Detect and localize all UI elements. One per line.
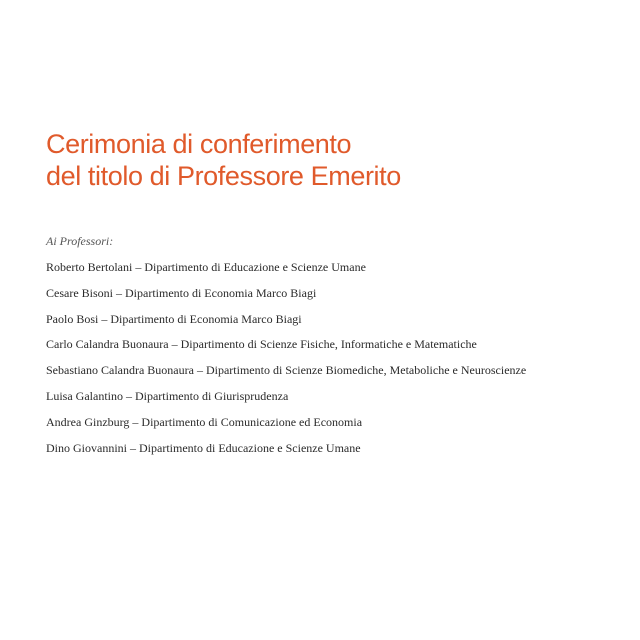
professor-item: Sebastiano Calandra Buonaura – Dipartimento di Scienze Biomediche, Metaboliche e Neuroscienze	[46, 363, 527, 378]
professor-item: Andrea Ginzburg – Dipartimento di Comunicazione ed Economia	[46, 414, 363, 429]
title-line-2: del titolo di Professore Emerito	[46, 161, 401, 191]
professor-item: Dino Giovannini – Dipartimento di Educazione e Scienze Umane	[46, 440, 361, 455]
professor-item: Luisa Galantino – Dipartimento di Giurisprudenza	[46, 388, 289, 403]
professor-item: Cesare Bisoni – Dipartimento di Economia Marco Biagi	[46, 285, 317, 300]
professor-item: Paolo Bosi – Dipartimento di Economia Marco Biagi	[46, 311, 302, 326]
professor-item: Carlo Calandra Buonaura – Dipartimento di Scienze Fisiche, Informatiche e Matematiche	[46, 337, 477, 352]
professor-item: Roberto Bertolani – Dipartimento di Educazione e Scienze Umane	[46, 260, 366, 274]
title-line-1: Cerimonia di conferimento	[46, 129, 352, 159]
intro-label: Ai Professori:	[46, 234, 114, 248]
document-title	[46, 128, 626, 192]
professor-list	[46, 260, 526, 466]
